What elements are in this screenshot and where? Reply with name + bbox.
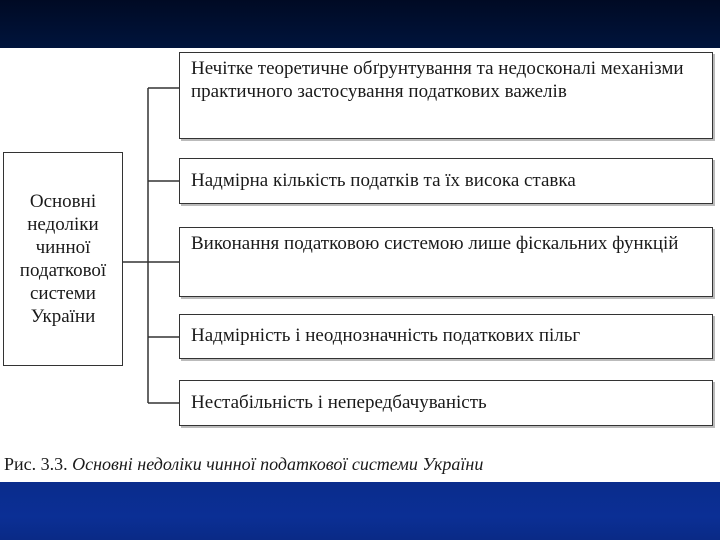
item-box-2 (179, 158, 713, 204)
root-box (3, 152, 123, 366)
item-box-5 (179, 380, 713, 426)
bottom-band (0, 482, 720, 540)
item-box-3 (179, 227, 713, 297)
item-box-1 (179, 52, 713, 139)
root-label: Основні недоліки чинної податкової системи України (19, 191, 107, 327)
caption-title: Основні недоліки чинної податкової системи України (72, 454, 484, 474)
item-text-4: Надмірність і неоднозначність податкових пільг (191, 325, 581, 346)
caption-prefix: Рис. 3.3. (4, 454, 68, 474)
item-text-1: Нечітке теоретичне обґрунтування та недосконалі механізми практичного застосування податкових важелів (191, 58, 684, 102)
item-text-5: Нестабільність і непередбачуваність (191, 392, 487, 413)
figure-caption (4, 454, 716, 475)
item-text-3: Виконання податковою системою лише фіскальних функцій (191, 233, 679, 254)
item-text-2: Надмірна кількість податків та їх висока ставка (191, 170, 576, 191)
item-box-4 (179, 314, 713, 359)
